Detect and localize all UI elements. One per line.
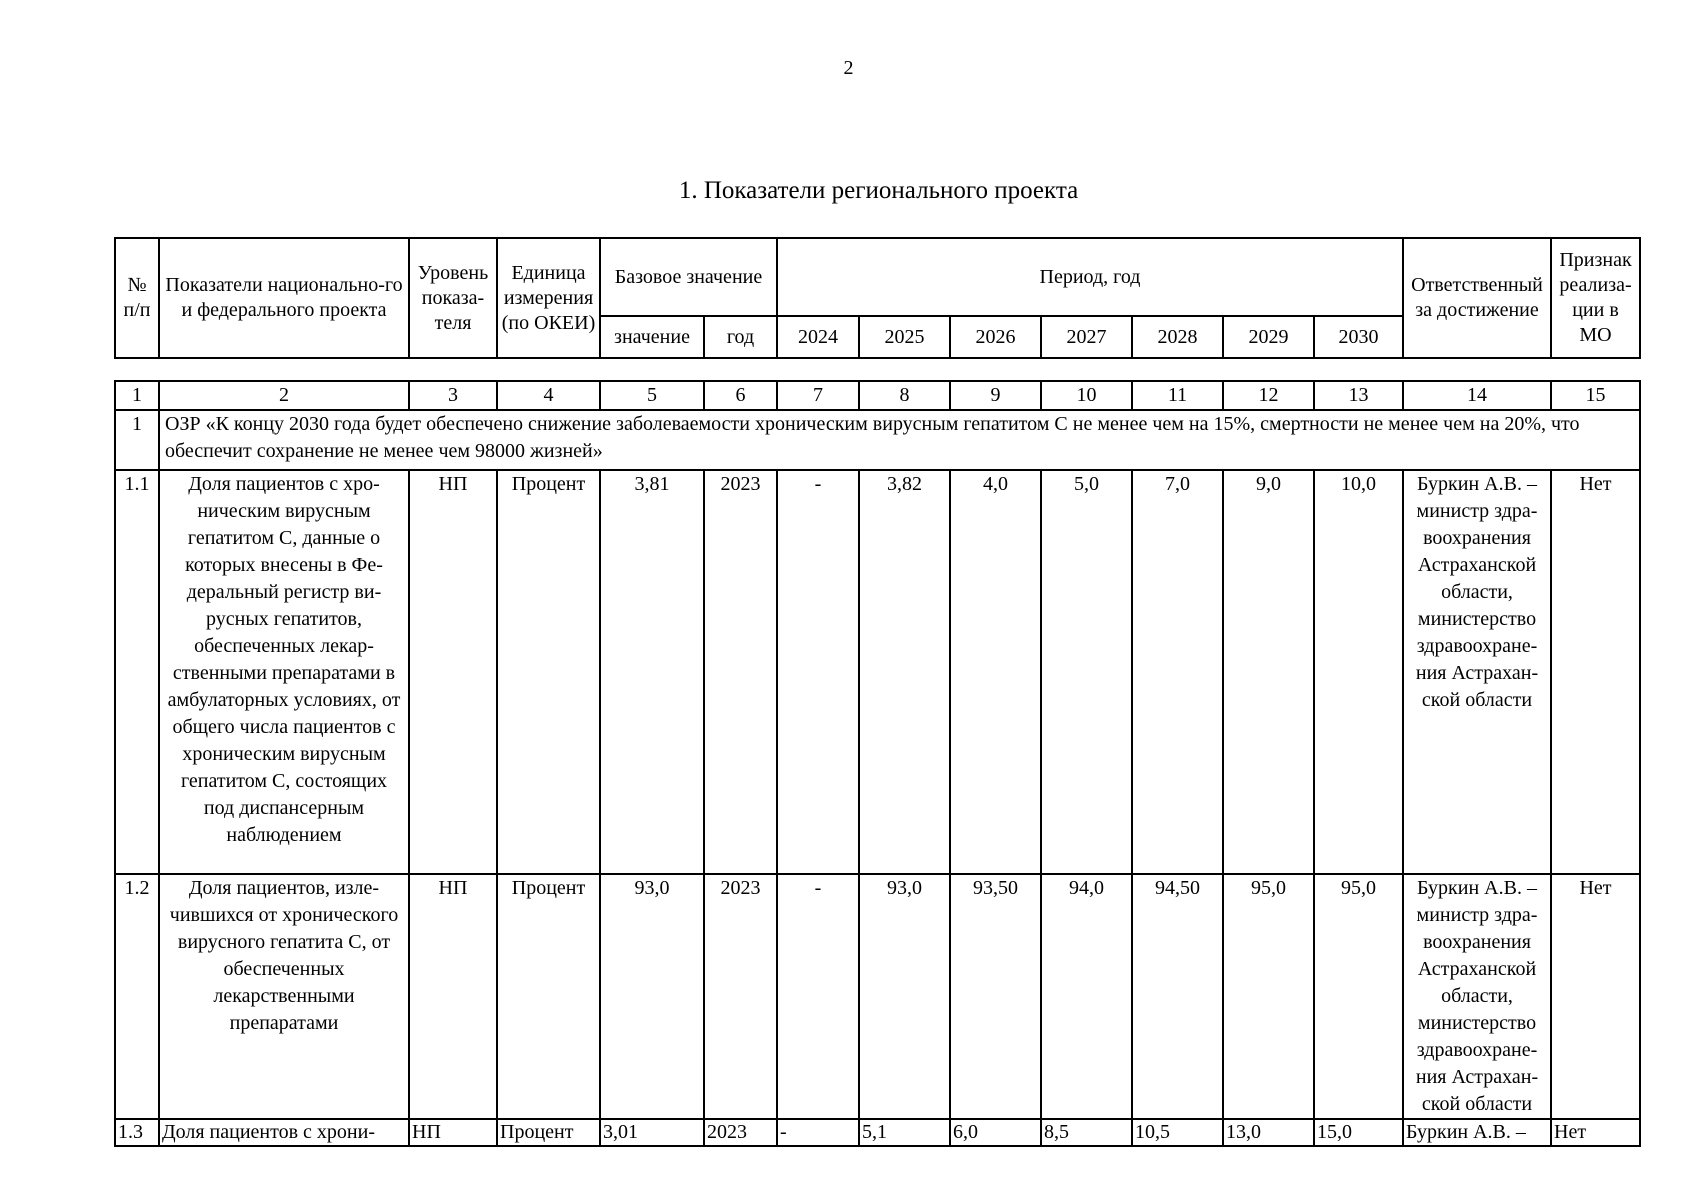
year-value: 9,0 [1223,470,1314,874]
column-number: 14 [1403,381,1551,410]
indicator-level: НП [409,1119,497,1146]
header-year: 2029 [1223,316,1314,358]
year-value: 6,0 [950,1119,1041,1146]
header-table [114,237,1641,359]
section-title: 1. Показатели регионального проекта [678,177,1079,204]
header-year: 2030 [1314,316,1403,358]
year-value: 94,50 [1132,874,1223,1119]
header-year: 2026 [950,316,1041,358]
header-year: 2028 [1132,316,1223,358]
header-base-year: год [704,316,777,358]
indicator-level: НП [409,874,497,1119]
column-number: 7 [777,381,859,410]
header-year: 2027 [1041,316,1132,358]
header-mo-sign: Признак реализа-ции в МО [1551,238,1640,358]
base-value: 3,01 [600,1119,704,1146]
indicator-unit: Процент [497,470,600,874]
table-row [115,874,1640,1119]
page-number: 2 [843,57,854,79]
column-number: 9 [950,381,1041,410]
base-year: 2023 [704,874,777,1119]
column-number: 10 [1041,381,1132,410]
mo-sign: Нет [1551,1119,1640,1146]
header-unit: Единица измерения (по ОКЕИ) [497,238,600,358]
year-value: 8,5 [1041,1119,1132,1146]
year-value: 5,1 [859,1119,950,1146]
base-value: 93,0 [600,874,704,1119]
header-period: Период, год [777,238,1403,316]
table-row [115,470,1640,874]
year-value: - [777,1119,859,1146]
year-value: 15,0 [1314,1119,1403,1146]
header-responsible: Ответственный за достижение [1403,238,1551,358]
responsible: Буркин А.В. – министр здра-воохранения Астраханской области, министерство здравоохране-ния Астрахан-ской области [1403,874,1551,1119]
row-num: 1.3 [115,1119,159,1146]
column-number: 11 [1132,381,1223,410]
column-number: 5 [600,381,704,410]
goal-row [115,410,1640,470]
header-num: № п/п [115,238,159,358]
year-value: 4,0 [950,470,1041,874]
base-year: 2023 [704,1119,777,1146]
indicators-table [114,380,1641,1147]
year-value: 10,0 [1314,470,1403,874]
year-value: 93,0 [859,874,950,1119]
column-number: 1 [115,381,159,410]
responsible: Буркин А.В. – министр здра-воохранения Астраханской области, министерство здравоохране-ния Астрахан-ской области [1403,470,1551,874]
base-year: 2023 [704,470,777,874]
header-year: 2025 [859,316,950,358]
column-number: 8 [859,381,950,410]
year-value: 93,50 [950,874,1041,1119]
year-value: 13,0 [1223,1119,1314,1146]
year-value: - [777,470,859,874]
header-base-value: значение [600,316,704,358]
base-value: 3,81 [600,470,704,874]
header-year: 2024 [777,316,859,358]
year-value: 7,0 [1132,470,1223,874]
column-number: 3 [409,381,497,410]
column-number: 6 [704,381,777,410]
year-value: 10,5 [1132,1119,1223,1146]
row-num: 1.1 [115,470,159,874]
indicator-unit: Процент [497,874,600,1119]
row-num: 1.2 [115,874,159,1119]
column-numbers-row [115,381,1640,410]
goal-num: 1 [115,410,159,470]
mo-sign: Нет [1551,470,1640,874]
table-row [115,1119,1640,1146]
column-number: 2 [159,381,409,410]
header-indicator: Показатели национально-го и федерального проекта [159,238,409,358]
responsible: Буркин А.В. – [1403,1119,1551,1146]
indicator-name: Доля пациентов, излечившихся от хронического вирусного гепатита С, от обеспеченных лекарственными препаратами [159,874,409,1119]
year-value: - [777,874,859,1119]
indicator-name: Доля пациентов с хрони- [159,1119,409,1146]
goal-text: ОЗР «К концу 2030 года будет обеспечено снижение заболеваемости хроническим вирусным гепатитом С не менее чем на 15%, смертности не менее чем на 20%, что обеспечит сохранение не менее чем 98000 жизней» [159,410,1640,470]
mo-sign: Нет [1551,874,1640,1119]
column-number: 13 [1314,381,1403,410]
indicator-name: Доля пациентов с хроническим вирусным гепатитом С, данные о которых внесены в Федеральный регистр вирусных гепатитов, обеспеченных лекарственными препаратами в амбулаторных условиях, от общего числа пациентов с хроническим вирусным гепатитом С, состоящих под диспансерным наблюдением [159,470,409,874]
column-number: 4 [497,381,600,410]
indicator-level: НП [409,470,497,874]
year-value: 5,0 [1041,470,1132,874]
year-value: 95,0 [1314,874,1403,1119]
column-number: 12 [1223,381,1314,410]
year-value: 3,82 [859,470,950,874]
year-value: 95,0 [1223,874,1314,1119]
header-base: Базовое значение [600,238,777,316]
indicator-unit: Процент [497,1119,600,1146]
header-level: Уровень показа-теля [409,238,497,358]
year-value: 94,0 [1041,874,1132,1119]
column-number: 15 [1551,381,1640,410]
